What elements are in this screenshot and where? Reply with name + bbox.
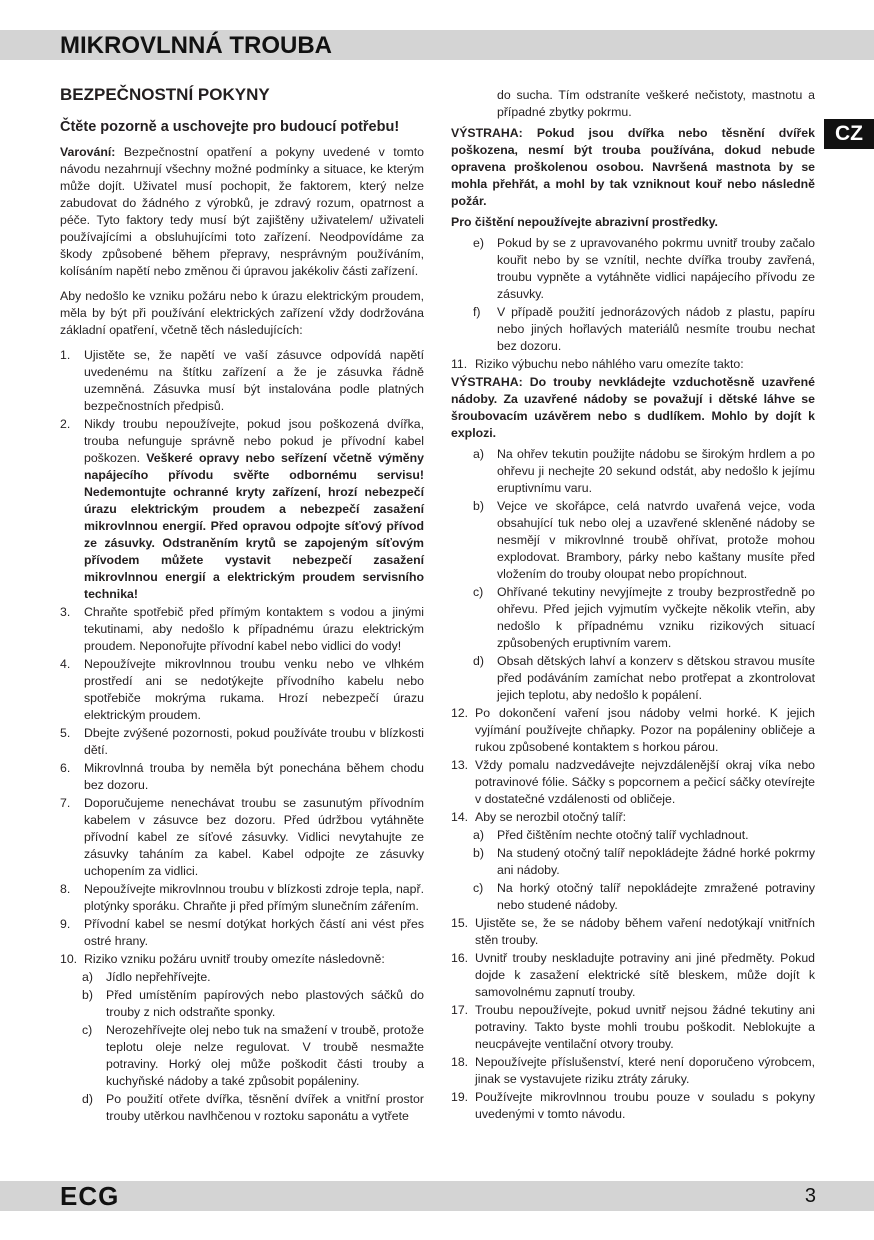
list-item: 8. Nepoužívejte mikrovlnnou troubu v blízkosti zdroje tepla, např. plotýnky sporáku. Chraňte ji před přímým slunečním zářením. <box>60 882 424 913</box>
warning-block: VÝSTRAHA: Do trouby nevkládejte vzduchotěsně uzavřené nádoby. Za uzavřené nádoby se považují i dětské láhve se šroubovacím uzávěrem nebo s dudlíkem. Mohlo by dojít k explozi. <box>451 375 815 440</box>
list-item: 2. Nikdy troubu nepoužívejte, pokud jsou poškozená dvířka, trouba nefunguje správně nebo pokud je přívodní kabel poškozen. Veškeré opravy nebo seřízení včetně výměny napájecího přívodu svěřte odbornému servisu! Nedemontujte ochranné kryty zařízení, hrozí nebezpečí úrazu elektrickým proudem a nebezpečí zasažení mikrovlnnou energií. Před opravou odpojte síťový přívod ze zásuvky. Odstraněním krytů se zapojeným síťovým přívodem můžete vystavit nebezpečí zasažení mikrovlnnou energií a elektrickým proudem servisního technika! <box>60 417 425 601</box>
sub-item: a) Na ohřev tekutin použijte nádobu se širokým hrdlem a po ohřevu ji nechejte 20 sekund odstát, aby nedošlo k jejímu eruptivnímu varu. <box>473 447 815 495</box>
list-item: 1. Ujistěte se, že napětí ve vaší zásuvce odpovídá napětí uvedenému na štítku zařízení a že je zásuvka řádně uzemněná. Zásuvka musí být instalována podle platných bezpečnostních předpisů. <box>60 348 424 413</box>
sub-item: d) Po použití otřete dvířka, těsnění dvířek a vnitřní prostor trouby utěrkou navlhčenou v roztoku saponátu a vytřete <box>82 1092 424 1123</box>
right-column <box>451 87 815 1124</box>
list-item: 14. Aby se nerozbil otočný talíř: <box>451 810 627 824</box>
list-item: 5. Dbejte zvýšené pozornosti, pokud používáte troubu v blízkosti dětí. <box>60 726 424 757</box>
sub-item: c) Na horký otočný talíř nepokládejte zmražené potraviny nebo studené nádoby. <box>473 881 815 912</box>
warning-text: Bezpečnostní opatření a pokyny uvedené v tomto návodu nezahrnují všechny možné podmínky a situace, ke kterým může dojít. Uživatel musí pochopit, že faktorem, který nelze zabudovat do žádného z výrobků, je zdravý rozum, opatrnost a péče. Tyto faktory tedy musí být zajištěny uživatelem/ uživateli používajícími a obsluhujícími toto zařízení. Neodpovídáme za škody způsobené během přepravy, nesprávným používáním, kolísáním napětí nebo změnou či úpravou jakékoliv části zařízení. <box>60 145 424 278</box>
subtitle: Čtěte pozorně a uschovejte pro budoucí potřebu! <box>60 119 400 135</box>
list-item: 16. Uvnitř trouby neskladujte potraviny ani jiné předměty. Pokud dojde k zasažení elektrické sítě bleskem, může dojít k samovolnému zapnutí trouby. <box>451 951 815 999</box>
page-title: MIKROVLNNÁ TROUBA <box>60 32 332 59</box>
list-item: 13. Vždy pomalu nadzvedávejte nejvzdálenější okraj víka nebo potravinové fólie. Sáčky s popcornem a pečicí sáčky otevírejte v dostatečné vzdálenosti od obličeje. <box>451 758 815 806</box>
list-item: 11. Riziko výbuchu nebo náhlého varu omezíte takto: <box>451 357 744 371</box>
sub-item: a) Před čištěním nechte otočný talíř vychladnout. <box>473 828 749 842</box>
page-number: 3 <box>804 1185 816 1207</box>
left-column <box>60 84 424 1126</box>
sub-item: c) Ohřívané tekutiny nevyjímejte z trouby bezprostředně po ohřevu. Před jejich vyjmutím vyčkejte několik vteřin, aby nedošlo k případnému vzniku rizikových situací způsobených eruptivním varem. <box>473 585 815 650</box>
sub-item: d) Obsah dětských lahví a konzerv s dětskou stravou musíte před podáváním zamíchat nebo protřepat a zkontrolovat jejich teplotu, aby nedošlo k popálení. <box>473 654 815 702</box>
sub-item: a) Jídlo nepřehřívejte. <box>82 970 211 984</box>
warning-paragraph <box>60 144 424 280</box>
warning-block: Pro čištění nepoužívejte abrazivní prostředky. <box>451 215 718 229</box>
section-title: BEZPEČNOSTNÍ POKYNY <box>60 85 270 104</box>
list-item: 10. Riziko vzniku požáru uvnitř trouby omezíte následovně: <box>60 952 385 966</box>
sub-item: f) V případě použití jednorázových nádob z plastu, papíru nebo jiných hořlavých materiálů nesmíte troubu nechat bez dozoru. <box>473 305 815 353</box>
list-item: 4. Nepoužívejte mikrovlnnou troubu venku nebo ve vlhkém prostředí ani se nedotýkejte přívodního kabelu nebo spotřebiče mokrýma rukama. Hrozí nebezpečí úrazu elektrickým proudem. <box>60 657 424 722</box>
footer-band <box>0 1181 874 1211</box>
list-item: 18. Nepoužívejte příslušenství, které není doporučeno výrobcem, jinak se vystavujete riziku ztráty záruky. <box>451 1055 815 1086</box>
warning-block: VÝSTRAHA: Pokud jsou dvířka nebo těsnění dvířek poškozena, nesmí být trouba používána, dokud nebude opravena proškolenou osobou. Navršená mastnota by se mohla přehřát, a mohl by tak vzniknout kouř nebo následně požár. <box>451 126 815 208</box>
intro-paragraph: Aby nedošlo ke vzniku požáru nebo k úrazu elektrickým proudem, měla by být při používání elektrických zařízení vždy dodržována základní opatření, včetně těch následujících: <box>60 289 424 337</box>
brand-logo: ECG <box>60 1181 120 1211</box>
list-item: 9. Přívodní kabel se nesmí dotýkat horkých částí ani vést přes ostré hrany. <box>60 917 424 948</box>
list-item: 15. Ujistěte se, že se nádoby během vaření nedotýkají vnitřních stěn trouby. <box>451 916 815 947</box>
list-item: 3. Chraňte spotřebič před přímým kontaktem s vodou a jinými tekutinami, aby nedošlo k případnému úrazu elektrickým proudem. Neponořujte přívodní kabel nebo vidlici do vody! <box>60 605 424 653</box>
warning-label: Varování: <box>60 145 116 159</box>
language-badge: CZ <box>824 119 874 149</box>
list-item: 6. Mikrovlnná trouba by neměla být ponechána během chodu bez dozoru. <box>60 761 424 792</box>
list-item: 12. Po dokončení vaření jsou nádoby velmi horké. K jejich vyjímání používejte chňapky. Pozor na popáleniny obličeje a rukou způsobené kontaktem s horkou párou. <box>451 706 815 754</box>
list-item: 7. Doporučujeme nenechávat troubu se zasunutým přívodním kabelem v zásuvce bez dozoru. Před údržbou vytáhněte přívodní kabel ze síťové zásuvky. Vidlici nevytahujte ze zásuvky taháním za kabel. Kabel odpojte ze zásuvky uchopením za vidlici. <box>60 796 424 878</box>
sub-item-continuation: do sucha. Tím odstraníte veškeré nečistoty, mastnotu a případné zbytky pokrmu. <box>497 88 815 119</box>
list-item: 17. Troubu nepoužívejte, pokud uvnitř nejsou žádné tekutiny ani potraviny. Takto byste mohli troubu poškodit. Neblokujte a neucpávejte ventilační otvory trouby. <box>451 1003 815 1051</box>
sub-item: b) Před umístěním papírových nebo plastových sáčků do trouby z nich odstraňte sponky. <box>82 988 424 1019</box>
sub-item: e) Pokud by se z upravovaného pokrmu uvnitř trouby začalo kouřit nebo by se vznítil, nechte dvířka trouby zavřená, troubu vypněte a vytáhněte vidlici napájecího přívodu ze zásuvky. <box>473 236 815 301</box>
list-item: 19. Používejte mikrovlnnou troubu pouze v souladu s pokyny uvedenými v tomto návodu. <box>451 1090 815 1121</box>
sub-item: b) Vejce ve skořápce, celá natvrdo uvařená vejce, voda obsahující tuk nebo olej a uzavřené skleněné nádoby se nesmějí v mikrovlnné troubě ohřívat, protože mohou explodovat. Brambory, párky nebo kaštany musíte před vložením do trouby oloupat nebo propíchnout. <box>473 499 815 581</box>
sub-item: c) Nerozehřívejte olej nebo tuk na smažení v troubě, protože teplotu oleje nelze regulovat. V troubě nesmažte potraviny. Horký olej může poškodit části trouby a kuchyňské nádoby a také způsobit popáleniny. <box>82 1023 424 1088</box>
sub-item: b) Na studený otočný talíř nepokládejte žádné horké pokrmy ani nádoby. <box>473 846 815 877</box>
